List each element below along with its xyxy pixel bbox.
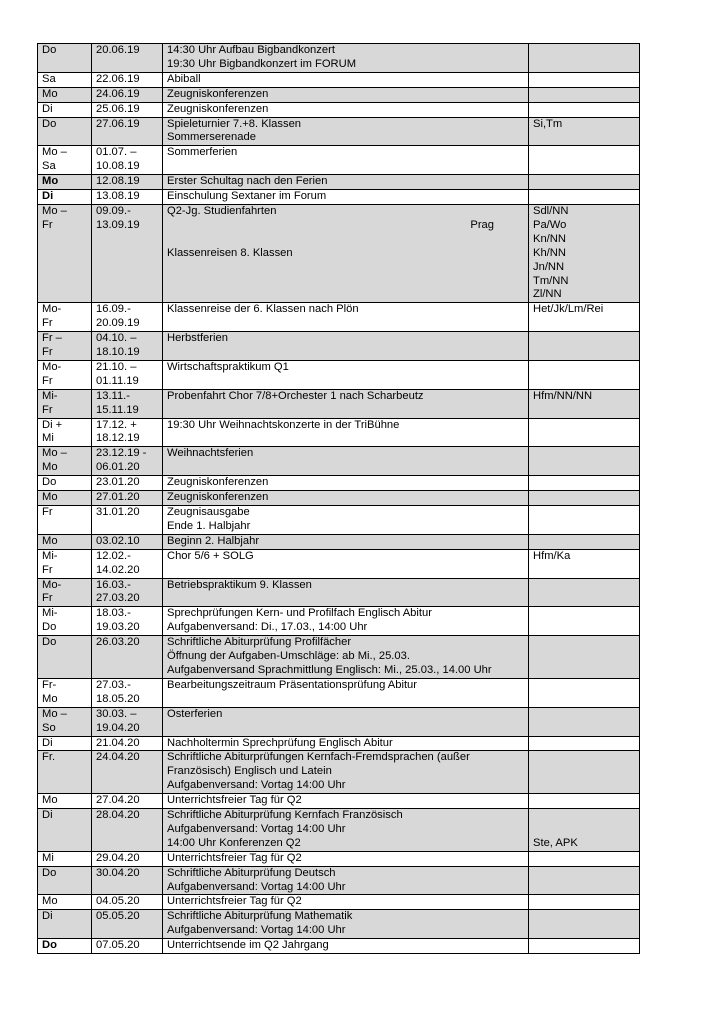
weekday-cell: Mi- Fr	[38, 389, 92, 418]
date-cell: 09.09.- 13.09.19	[92, 204, 163, 302]
weekday-cell: Mo – Fr	[38, 204, 92, 302]
event-text: Schriftliche Abiturprüfung Profilfächer Öffnung der Aufgaben-Umschläge: ab Mi., 25.03. Aufgabenversand Sprachmittlung Englisch: Mi., 25.03., 14.00 Uhr	[167, 636, 492, 676]
table-row	[38, 895, 640, 910]
table-row	[38, 491, 640, 506]
responsible-cell	[529, 939, 640, 954]
date-cell: 04.05.20	[92, 895, 163, 910]
weekday-cell: Di	[38, 102, 92, 117]
table-row	[38, 190, 640, 205]
table-row	[38, 910, 640, 939]
event-text: Zeugniskonferenzen	[167, 476, 269, 489]
table-row	[38, 506, 640, 535]
event-text: Zeugnisausgabe Ende 1. Halbjahr	[167, 506, 251, 532]
table-row	[38, 678, 640, 707]
weekday-cell: Mo- Fr	[38, 360, 92, 389]
date-cell: 27.01.20	[92, 491, 163, 506]
responsible-cell	[529, 447, 640, 476]
event-cell	[163, 332, 529, 361]
weekday-cell: Mi- Do	[38, 607, 92, 636]
responsible-cell: Si,Tm	[529, 117, 640, 146]
responsible-cell	[529, 534, 640, 549]
weekday-cell: Do	[38, 866, 92, 895]
table-row	[38, 736, 640, 751]
event-text: Schriftliche Abiturprüfung Mathematik Aufgabenversand: Vortag 14:00 Uhr	[167, 910, 353, 937]
responsible-cell	[529, 707, 640, 736]
date-cell: 18.03.- 19.03.20	[92, 607, 163, 636]
event-cell	[163, 607, 529, 636]
event-cell	[163, 794, 529, 809]
event-cell	[163, 549, 529, 578]
event-cell	[163, 360, 529, 389]
event-text: Zeugniskonferenzen	[167, 491, 269, 504]
event-text: Sprechprüfungen Kern- und Profilfach Englisch Abitur Aufgabenversand: Di., 17.03., 14:00 Uhr	[167, 607, 432, 634]
event-cell	[163, 910, 529, 939]
event-cell	[163, 678, 529, 707]
event-cell	[163, 102, 529, 117]
date-cell: 23.12.19 - 06.01.20	[92, 447, 163, 476]
date-cell: 27.04.20	[92, 794, 163, 809]
event-text: Unterrichtsfreier Tag für Q2	[167, 851, 302, 864]
schedule-rows	[38, 44, 640, 954]
responsible-cell	[529, 678, 640, 707]
table-row	[38, 476, 640, 491]
responsible-cell	[529, 332, 640, 361]
table-row	[38, 549, 640, 578]
event-text: Herbstferien	[167, 332, 228, 345]
weekday-cell: Fr.	[38, 751, 92, 794]
responsible-cell	[529, 636, 640, 679]
event-text: Abiball	[167, 72, 201, 85]
weekday-cell: Mo	[38, 175, 92, 190]
weekday-cell: Fr- Mo	[38, 678, 92, 707]
event-cell	[163, 736, 529, 751]
event-cell	[163, 809, 529, 852]
date-cell: 26.03.20	[92, 636, 163, 679]
table-row	[38, 146, 640, 175]
table-row	[38, 204, 640, 302]
table-row	[38, 794, 640, 809]
weekday-cell: Mo	[38, 491, 92, 506]
responsible-cell: Ste, APK	[529, 809, 640, 852]
event-text: Weihnachtsferien	[167, 447, 254, 460]
event-cell	[163, 751, 529, 794]
table-row	[38, 418, 640, 447]
date-cell: 22.06.19	[92, 72, 163, 87]
event-text: Klassenreise der 6. Klassen nach Plön	[167, 303, 359, 316]
responsible-cell: Hfm/NN/NN	[529, 389, 640, 418]
responsible-cell: Het/Jk/Lm/Rei	[529, 303, 640, 332]
responsible-cell	[529, 491, 640, 506]
date-cell: 27.03.- 18.05.20	[92, 678, 163, 707]
event-cell	[163, 303, 529, 332]
weekday-cell: Mo – Sa	[38, 146, 92, 175]
schedule-page	[37, 43, 639, 954]
responsible-cell	[529, 794, 640, 809]
weekday-cell: Di	[38, 910, 92, 939]
event-text: Probenfahrt Chor 7/8+Orchester 1 nach Scharbeutz	[167, 389, 424, 402]
responsible-cell	[529, 910, 640, 939]
event-text: Erster Schultag nach den Ferien	[167, 175, 328, 188]
event-cell	[163, 491, 529, 506]
event-cell	[163, 476, 529, 491]
event-text: Schriftliche Abiturprüfung Kernfach Französisch Aufgabenversand: Vortag 14:00 Uhr 14:00 Uhr Konferenzen Q2	[167, 809, 403, 849]
table-row	[38, 809, 640, 852]
table-row	[38, 636, 640, 679]
weekday-cell: Mo- Fr	[38, 578, 92, 607]
event-cell	[163, 204, 529, 302]
table-row	[38, 175, 640, 190]
table-row	[38, 866, 640, 895]
weekday-cell: Do	[38, 636, 92, 679]
responsible-cell	[529, 72, 640, 87]
responsible-cell	[529, 476, 640, 491]
event-destination: Prag	[470, 218, 494, 231]
responsible-cell	[529, 146, 640, 175]
table-row	[38, 303, 640, 332]
weekday-cell: Mo – So	[38, 707, 92, 736]
responsible-cell	[529, 44, 640, 73]
event-text: Zeugniskonferenzen	[167, 87, 269, 100]
responsible-cell	[529, 360, 640, 389]
date-cell: 07.05.20	[92, 939, 163, 954]
weekday-cell: Do	[38, 117, 92, 146]
date-cell: 03.02.10	[92, 534, 163, 549]
table-row	[38, 360, 640, 389]
date-cell: 01.07. – 10.08.19	[92, 146, 163, 175]
event-text: Wirtschaftspraktikum Q1	[167, 360, 289, 373]
table-row	[38, 578, 640, 607]
event-cell	[163, 190, 529, 205]
event-cell	[163, 117, 529, 146]
date-cell: 30.04.20	[92, 866, 163, 895]
event-text: Schriftliche Abiturprüfungen Kernfach-Fremdsprachen (außer Französisch) Englisch und Latein Aufgabenversand: Vortag 14:00 Uhr	[167, 751, 470, 792]
date-cell: 30.03. – 19.04.20	[92, 707, 163, 736]
event-text: Unterrichtsende im Q2 Jahrgang	[167, 939, 329, 952]
event-cell	[163, 534, 529, 549]
event-cell	[163, 44, 529, 73]
responsible-cell	[529, 578, 640, 607]
weekday-cell: Do	[38, 476, 92, 491]
responsible-cell	[529, 736, 640, 751]
event-text: Spieleturnier 7.+8. Klassen Sommerserenade	[167, 117, 302, 144]
date-cell: 20.06.19	[92, 44, 163, 73]
event-cell	[163, 939, 529, 954]
date-cell: 04.10. – 18.10.19	[92, 332, 163, 361]
date-cell: 17.12. + 18.12.19	[92, 418, 163, 447]
event-text: Nachholtermin Sprechprüfung Englisch Abitur	[167, 736, 393, 749]
date-cell: 23.01.20	[92, 476, 163, 491]
weekday-cell: Di + Mi	[38, 418, 92, 447]
event-text: Osterferien	[167, 707, 223, 720]
weekday-cell: Do	[38, 939, 92, 954]
responsible-cell	[529, 895, 640, 910]
date-cell: 21.04.20	[92, 736, 163, 751]
event-cell	[163, 851, 529, 866]
event-cell	[163, 146, 529, 175]
responsible-cell	[529, 418, 640, 447]
date-cell: 12.02.- 14.02.20	[92, 549, 163, 578]
table-row	[38, 72, 640, 87]
date-cell: 31.01.20	[92, 506, 163, 535]
event-text: 19:30 Uhr Weihnachtskonzerte in der TriBühne	[167, 418, 400, 431]
date-cell: 16.09.- 20.09.19	[92, 303, 163, 332]
table-row	[38, 939, 640, 954]
weekday-cell: Mo	[38, 534, 92, 549]
date-cell: 16.03.- 27.03.20	[92, 578, 163, 607]
date-cell: 24.06.19	[92, 87, 163, 102]
event-cell	[163, 895, 529, 910]
date-cell: 28.04.20	[92, 809, 163, 852]
weekday-cell: Fr – Fr	[38, 332, 92, 361]
event-text: Einschulung Sextaner im Forum	[167, 190, 327, 203]
table-row	[38, 707, 640, 736]
responsible-cell	[529, 851, 640, 866]
weekday-cell: Di	[38, 190, 92, 205]
table-row	[38, 389, 640, 418]
responsible-cell	[529, 607, 640, 636]
event-text: Unterrichtsfreier Tag für Q2	[167, 895, 302, 908]
responsible-cell: Sdl/NN Pa/Wo Kn/NN Kh/NN Jn/NN Tm/NN Zl/NN	[529, 204, 640, 302]
date-cell: 25.06.19	[92, 102, 163, 117]
event-text: Chor 5/6 + SOLG	[167, 549, 254, 562]
event-text: Schriftliche Abiturprüfung Deutsch Aufgabenversand: Vortag 14:00 Uhr	[167, 866, 346, 893]
weekday-cell: Di	[38, 809, 92, 852]
event-text: Beginn 2. Halbjahr	[167, 534, 260, 547]
responsible-cell: Hfm/Ka	[529, 549, 640, 578]
event-text: 14:30 Uhr Aufbau Bigbandkonzert 19:30 Uhr Bigbandkonzert im FORUM	[167, 44, 357, 70]
event-text: Zeugniskonferenzen	[167, 102, 269, 115]
event-cell	[163, 707, 529, 736]
event-cell	[163, 866, 529, 895]
event-cell	[163, 418, 529, 447]
table-row	[38, 751, 640, 794]
table-row	[38, 44, 640, 73]
weekday-cell: Mo	[38, 895, 92, 910]
date-cell: 29.04.20	[92, 851, 163, 866]
date-cell: 21.10. – 01.11.19	[92, 360, 163, 389]
date-cell: 13.08.19	[92, 190, 163, 205]
table-row	[38, 534, 640, 549]
date-cell: 12.08.19	[92, 175, 163, 190]
table-row	[38, 87, 640, 102]
date-cell: 13.11.- 15.11.19	[92, 389, 163, 418]
event-text: Q2-Jg. Studienfahrten	[167, 204, 277, 217]
event-text: Betriebspraktikum 9. Klassen	[167, 578, 312, 591]
weekday-cell: Mi- Fr	[38, 549, 92, 578]
table-row	[38, 607, 640, 636]
weekday-cell: Sa	[38, 72, 92, 87]
event-text: Unterrichtsfreier Tag für Q2	[167, 794, 302, 807]
table-row	[38, 117, 640, 146]
responsible-cell	[529, 506, 640, 535]
weekday-cell: Mo	[38, 87, 92, 102]
date-cell: 27.06.19	[92, 117, 163, 146]
event-cell	[163, 175, 529, 190]
event-text: Bearbeitungszeitraum Präsentationsprüfung Abitur	[167, 678, 418, 691]
weekday-cell: Do	[38, 44, 92, 73]
weekday-cell: Di	[38, 736, 92, 751]
responsible-cell	[529, 102, 640, 117]
table-row	[38, 332, 640, 361]
responsible-cell	[529, 175, 640, 190]
table-row	[38, 447, 640, 476]
event-cell	[163, 389, 529, 418]
weekday-cell: Fr	[38, 506, 92, 535]
table-row	[38, 102, 640, 117]
schedule-table	[37, 43, 640, 954]
event-cell	[163, 506, 529, 535]
date-cell: 05.05.20	[92, 910, 163, 939]
weekday-cell: Mo – Mo	[38, 447, 92, 476]
event-cell	[163, 87, 529, 102]
responsible-cell	[529, 866, 640, 895]
responsible-cell	[529, 190, 640, 205]
table-row	[38, 851, 640, 866]
event-cell	[163, 72, 529, 87]
event-cell	[163, 636, 529, 679]
weekday-cell: Mi	[38, 851, 92, 866]
date-cell: 24.04.20	[92, 751, 163, 794]
responsible-cell	[529, 87, 640, 102]
weekday-cell: Mo- Fr	[38, 303, 92, 332]
event-text: Sommerferien	[167, 146, 238, 159]
event-text-secondary: Klassenreisen 8. Klassen	[167, 246, 293, 259]
event-cell	[163, 578, 529, 607]
responsible-cell	[529, 751, 640, 794]
weekday-cell: Mo	[38, 794, 92, 809]
event-cell	[163, 447, 529, 476]
